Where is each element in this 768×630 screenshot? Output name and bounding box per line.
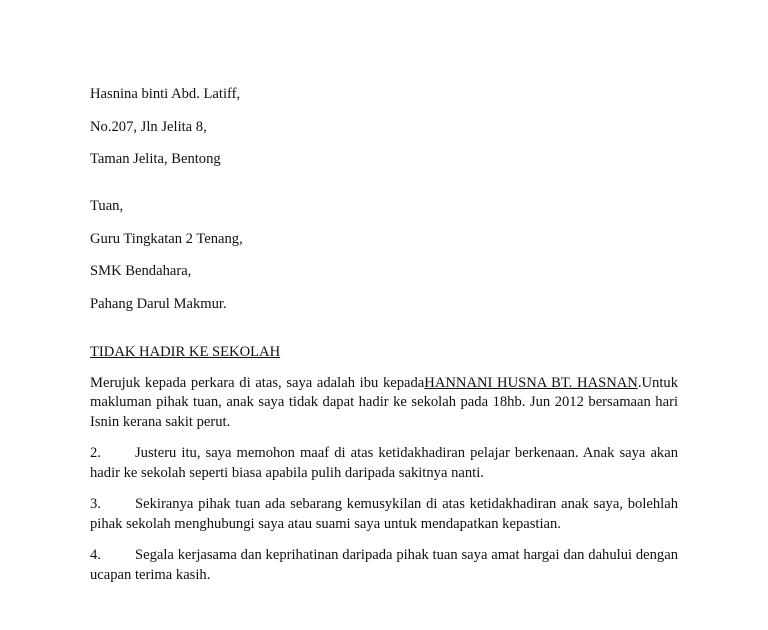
student-name: HANNANI HUSNA BT. HASNAN [424,374,638,391]
paragraph-1 [90,374,678,433]
paragraph-3 [90,495,678,534]
paragraph-3-text: Sekiranya pihak tuan ada sebarang kemusykilan di atas ketidakhadiran anak saya, bolehlah pihak sekolah menghubungi saya atau suami saya untuk mendapatkan kepastian. [90,496,678,532]
paragraph-2 [90,444,678,483]
paragraph-2-text: Justeru itu, saya memohon maaf di atas ketidakhadiran pelajar berkenaan. Anak saya akan hadir ke sekolah seperti biasa apabila pulih daripada sakitnya nanti. [90,445,678,481]
spacer [90,312,678,343]
spacer [90,167,678,198]
paragraph-4-text: Segala kerjasama dan keprihatinan daripada pihak tuan saya amat hargai dan dahului dengan ucapan terima kasih. [90,547,678,583]
paragraph-2-number: 2. [90,445,101,461]
letter-subject: TIDAK HADIR KE SEKOLAH [90,343,281,360]
paragraph-1-body: .Untuk makluman pihak tuan, anak saya tidak dapat hadir ke sekolah pada 18hb. Jun 2012 bersamaan hari Isnin kerana sakit perut. [90,374,678,430]
recipient-line-2: SMK Bendahara, [90,263,192,279]
recipient-line-3: Pahang Darul Makmur. [90,295,227,312]
sender-address-line-2: Taman Jelita, Bentong [90,151,221,167]
sender-name: Hasnina binti Abd. Latiff, [90,86,241,102]
recipient-line-1: Guru Tingkatan 2 Tenang, [90,230,243,247]
paragraph-3-number: 3. [90,496,101,512]
recipient-salutation: Tuan, [90,198,124,214]
sender-address-line-1: No.207, Jln Jelita 8, [90,118,207,135]
paragraph-1-intro: Merujuk kepada perkara di atas, saya adalah ibu kepada [90,374,425,391]
paragraph-4 [90,546,678,585]
letter-page [90,86,678,597]
paragraph-4-number: 4. [90,547,101,563]
